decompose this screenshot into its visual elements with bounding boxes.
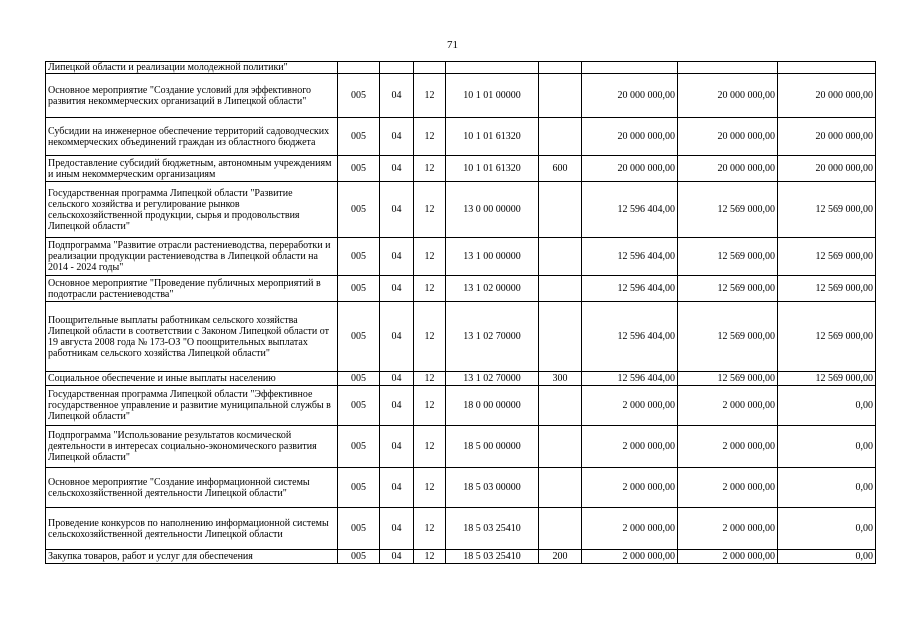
cell-pr: 12 (414, 118, 446, 156)
cell-amount-3: 0,00 (778, 426, 876, 468)
cell-pr: 12 (414, 550, 446, 564)
cell-amount-2: 12 569 000,00 (678, 302, 778, 372)
cell-amount-2: 20 000 000,00 (678, 118, 778, 156)
cell-amount-2: 2 000 000,00 (678, 550, 778, 564)
cell-pr: 12 (414, 302, 446, 372)
cell-rz: 04 (380, 118, 414, 156)
cell-name: Основное мероприятие "Создание условий для эффективного развития некоммерческих организаций в Липецкой области" (46, 74, 338, 118)
table-row (46, 62, 876, 74)
cell-amount-2: 12 569 000,00 (678, 182, 778, 238)
cell-pr: 12 (414, 156, 446, 182)
budget-table (45, 61, 876, 564)
cell-name: Поощрительные выплаты работникам сельского хозяйства Липецкой области в соответствии с Законом Липецкой области от 19 августа 2008 года № 173-ОЗ "О поощрительных выплатах работникам сельского хозяйства Липецкой области" (46, 302, 338, 372)
cell-gr: 005 (338, 276, 380, 302)
cell-amount-1: 20 000 000,00 (582, 156, 678, 182)
cell-name: Основное мероприятие "Создание информационной системы сельскохозяйственной деятельности Липецкой области" (46, 468, 338, 508)
table-row (46, 238, 876, 276)
cell-rz: 04 (380, 386, 414, 426)
cell-amount-2: 2 000 000,00 (678, 386, 778, 426)
cell-amount-2: 2 000 000,00 (678, 508, 778, 550)
cell-vr: 600 (539, 156, 582, 182)
cell-pr: 12 (414, 468, 446, 508)
cell-amount-1: 2 000 000,00 (582, 468, 678, 508)
cell-pr: 12 (414, 426, 446, 468)
cell-amount-3: 20 000 000,00 (778, 156, 876, 182)
cell-pr: 12 (414, 238, 446, 276)
cell-rz: 04 (380, 508, 414, 550)
cell-amount-1 (582, 62, 678, 74)
cell-amount-3: 12 569 000,00 (778, 238, 876, 276)
cell-name: Государственная программа Липецкой области "Развитие сельского хозяйства и регулирование рынков сельскохозяйственной продукции, сырья и продовольствия Липецкой области" (46, 182, 338, 238)
cell-csr: 18 5 03 00000 (446, 468, 539, 508)
table-row (46, 74, 876, 118)
cell-vr (539, 238, 582, 276)
cell-csr: 18 0 00 00000 (446, 386, 539, 426)
cell-gr: 005 (338, 182, 380, 238)
cell-rz: 04 (380, 156, 414, 182)
cell-amount-3: 0,00 (778, 508, 876, 550)
cell-vr: 200 (539, 550, 582, 564)
cell-name: Основное мероприятие "Проведение публичных мероприятий в подотрасли растениеводства" (46, 276, 338, 302)
cell-gr: 005 (338, 156, 380, 182)
cell-csr: 13 1 02 70000 (446, 302, 539, 372)
cell-rz (380, 62, 414, 74)
cell-csr: 13 1 02 00000 (446, 276, 539, 302)
cell-amount-1: 20 000 000,00 (582, 118, 678, 156)
cell-rz: 04 (380, 372, 414, 386)
cell-vr (539, 302, 582, 372)
cell-rz: 04 (380, 468, 414, 508)
cell-gr: 005 (338, 302, 380, 372)
cell-vr: 300 (539, 372, 582, 386)
cell-rz: 04 (380, 302, 414, 372)
cell-csr: 10 1 01 00000 (446, 74, 539, 118)
cell-amount-1: 12 596 404,00 (582, 276, 678, 302)
cell-amount-3: 20 000 000,00 (778, 74, 876, 118)
cell-gr: 005 (338, 386, 380, 426)
cell-amount-3: 20 000 000,00 (778, 118, 876, 156)
table-row (46, 118, 876, 156)
cell-csr: 18 5 03 25410 (446, 508, 539, 550)
cell-name: Подпрограмма "Использование результатов космической деятельности в интересах социально-экономического развития Липецкой области" (46, 426, 338, 468)
cell-name: Субсидии на инженерное обеспечение территорий садоводческих некоммерческих объединений граждан из областного бюджета (46, 118, 338, 156)
cell-amount-3: 0,00 (778, 386, 876, 426)
cell-amount-3: 12 569 000,00 (778, 182, 876, 238)
cell-vr (539, 74, 582, 118)
cell-name: Липецкой области и реализации молодежной политики" (46, 62, 338, 74)
cell-vr (539, 386, 582, 426)
cell-amount-3: 12 569 000,00 (778, 372, 876, 386)
cell-name: Государственная программа Липецкой области "Эффективное государственное управление и развитие муниципальной службы в Липецкой области" (46, 386, 338, 426)
cell-pr (414, 62, 446, 74)
cell-rz: 04 (380, 426, 414, 468)
cell-amount-2: 2 000 000,00 (678, 426, 778, 468)
cell-amount-1: 12 596 404,00 (582, 372, 678, 386)
cell-gr: 005 (338, 508, 380, 550)
cell-csr: 13 0 00 00000 (446, 182, 539, 238)
cell-csr: 13 1 00 00000 (446, 238, 539, 276)
cell-amount-1: 12 596 404,00 (582, 238, 678, 276)
table-row (46, 426, 876, 468)
table-row (46, 468, 876, 508)
budget-table-body (46, 62, 876, 564)
cell-gr: 005 (338, 74, 380, 118)
table-row (46, 302, 876, 372)
cell-gr: 005 (338, 372, 380, 386)
cell-amount-1: 20 000 000,00 (582, 74, 678, 118)
table-row (46, 276, 876, 302)
table-row (46, 550, 876, 564)
cell-csr: 10 1 01 61320 (446, 118, 539, 156)
table-row (46, 386, 876, 426)
cell-amount-2 (678, 62, 778, 74)
cell-gr: 005 (338, 550, 380, 564)
cell-rz: 04 (380, 238, 414, 276)
cell-amount-1: 12 596 404,00 (582, 182, 678, 238)
cell-amount-3 (778, 62, 876, 74)
cell-vr (539, 468, 582, 508)
cell-vr (539, 62, 582, 74)
cell-gr: 005 (338, 468, 380, 508)
cell-vr (539, 508, 582, 550)
cell-rz: 04 (380, 182, 414, 238)
cell-csr (446, 62, 539, 74)
cell-gr: 005 (338, 426, 380, 468)
cell-gr (338, 62, 380, 74)
cell-amount-2: 12 569 000,00 (678, 276, 778, 302)
table-row (46, 508, 876, 550)
cell-pr: 12 (414, 182, 446, 238)
cell-amount-3: 0,00 (778, 468, 876, 508)
cell-rz: 04 (380, 550, 414, 564)
cell-name: Предоставление субсидий бюджетным, автономным учреждениям и иным некоммерческим организациям (46, 156, 338, 182)
cell-pr: 12 (414, 372, 446, 386)
page-number: 71 (447, 39, 458, 51)
cell-rz: 04 (380, 74, 414, 118)
cell-amount-2: 12 569 000,00 (678, 238, 778, 276)
cell-csr: 13 1 02 70000 (446, 372, 539, 386)
cell-amount-1: 2 000 000,00 (582, 508, 678, 550)
cell-pr: 12 (414, 74, 446, 118)
cell-rz: 04 (380, 276, 414, 302)
cell-name: Подпрограмма "Развитие отрасли растениеводства, переработки и реализации продукции растениеводства в Липецкой области на 2014 - 2024 годы" (46, 238, 338, 276)
cell-pr: 12 (414, 508, 446, 550)
cell-amount-1: 2 000 000,00 (582, 386, 678, 426)
cell-amount-3: 12 569 000,00 (778, 276, 876, 302)
cell-amount-1: 2 000 000,00 (582, 550, 678, 564)
cell-csr: 18 5 03 25410 (446, 550, 539, 564)
table-row (46, 156, 876, 182)
cell-vr (539, 182, 582, 238)
cell-csr: 18 5 00 00000 (446, 426, 539, 468)
cell-gr: 005 (338, 238, 380, 276)
cell-amount-3: 12 569 000,00 (778, 302, 876, 372)
cell-name: Закупка товаров, работ и услуг для обеспечения (46, 550, 338, 564)
cell-csr: 10 1 01 61320 (446, 156, 539, 182)
cell-gr: 005 (338, 118, 380, 156)
cell-amount-2: 20 000 000,00 (678, 74, 778, 118)
cell-vr (539, 276, 582, 302)
cell-vr (539, 118, 582, 156)
cell-amount-1: 2 000 000,00 (582, 426, 678, 468)
cell-amount-2: 12 569 000,00 (678, 372, 778, 386)
table-row (46, 182, 876, 238)
cell-amount-1: 12 596 404,00 (582, 302, 678, 372)
cell-vr (539, 426, 582, 468)
cell-pr: 12 (414, 276, 446, 302)
cell-amount-3: 0,00 (778, 550, 876, 564)
cell-name: Проведение конкурсов по наполнению информационной системы сельскохозяйственной деятельности Липецкой области (46, 508, 338, 550)
cell-amount-2: 2 000 000,00 (678, 468, 778, 508)
cell-pr: 12 (414, 386, 446, 426)
cell-name: Социальное обеспечение и иные выплаты населению (46, 372, 338, 386)
cell-amount-2: 20 000 000,00 (678, 156, 778, 182)
table-row (46, 372, 876, 386)
